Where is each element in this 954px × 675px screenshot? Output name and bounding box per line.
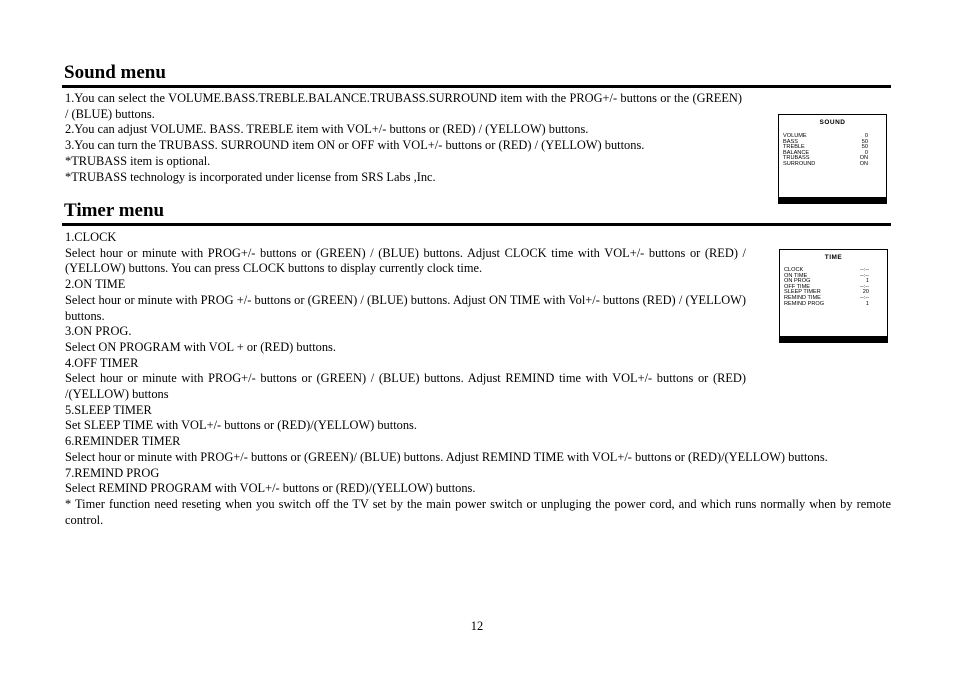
osd-label: CLOCK [784, 267, 804, 273]
timer-line-4: Select hour or minute with PROG +/- buttons or (GREEN) / (BLUE) buttons. Adjust ON TIME with Vol+/- buttons (RED) / (YELLOW) buttons. [65, 292, 746, 323]
timer-menu-heading: Timer menu [64, 200, 165, 221]
time-osd-title: TIME [824, 254, 843, 261]
osd-value: ON [859, 155, 868, 162]
time-osd-menu [779, 249, 888, 343]
osd-label: TREBLE [783, 144, 805, 151]
sound-line-1: 1.You can select the VOLUME.BASS.TREBLE.BALANCE.TRUBASS.SURROUND item with the PROG+/- buttons or the (GREEN) / (BLUE) buttons. [65, 91, 742, 121]
osd-label: BASS [783, 138, 798, 145]
page-number: 12 [470, 619, 484, 633]
timer-line-7: 4.OFF TIMER [65, 355, 139, 370]
timer-menu-divider [62, 223, 891, 226]
osd-label: SLEEP TIMER [784, 289, 821, 296]
osd-label: REMIND PROG [784, 300, 825, 307]
osd-value: 1 [865, 278, 869, 285]
sound-menu-divider [62, 85, 891, 88]
timer-menu-instructions [65, 230, 891, 528]
osd-value: --:-- [859, 283, 869, 290]
timer-line-6: Select ON PROGRAM with VOL + or (RED) buttons. [65, 339, 336, 354]
timer-line-13: 7.REMIND PROG [65, 465, 160, 480]
sound-osd-title: SOUND [819, 119, 846, 126]
timer-line-14: Select REMIND PROGRAM with VOL+/- buttons or (RED)/(YELLOW) buttons. [65, 481, 476, 496]
osd-value: --:-- [859, 272, 869, 279]
timer-line-5: 3.ON PROG. [65, 324, 132, 339]
timer-line-8: Select hour or minute with PROG+/- buttons or (GREEN) / (BLUE) buttons. Adjust REMIND time with VOL+/- buttons or (RED) /(YELLOW) buttons [65, 371, 746, 402]
osd-value: --:-- [859, 294, 869, 301]
osd-label: SURROUND [783, 160, 816, 167]
sound-line-3: 3.You can turn the TRUBASS. SURROUND item ON or OFF with VOL+/- buttons or (RED) / (YELLOW) buttons. [65, 138, 645, 153]
sound-line-4: *TRUBASS item is optional. [65, 153, 211, 168]
timer-line-11: 6.REMINDER TIMER [65, 434, 181, 449]
osd-value: 1 [865, 300, 869, 307]
osd-label: TRUBASS [783, 155, 810, 162]
osd-label: ON PROG [784, 278, 811, 285]
osd-label: REMIND TIME [784, 294, 821, 301]
osd-label: OFF TIME [784, 283, 810, 290]
timer-line-9: 5.SLEEP TIMER [65, 402, 152, 417]
osd-value: ON [859, 160, 868, 167]
osd-label: VOLUME [783, 133, 807, 139]
osd-value: 0 [864, 149, 868, 156]
timer-line-3: 2.ON TIME [65, 277, 126, 292]
osd-value: 50 [861, 144, 868, 151]
timer-line-12: Select hour or minute with PROG+/- buttons or (GREEN)/ (BLUE) buttons. Adjust REMIND TIME with VOL+/- buttons or (RED)/(YELLOW) buttons. [65, 449, 828, 464]
osd-value: 20 [862, 289, 869, 296]
sound-osd-row [783, 162, 882, 168]
sound-osd-menu [778, 114, 887, 204]
time-osd-row [784, 302, 883, 308]
sound-osd-footer-bar [779, 197, 886, 203]
osd-label: ON TIME [784, 272, 808, 279]
timer-line-15: * Timer function need reseting when you switch off the TV set by the main power switch or unpluging the power cord, and which runs normally when by remote control. [65, 496, 891, 527]
osd-value: --:-- [859, 267, 869, 273]
sound-line-5: *TRUBASS technology is incorporated under license from SRS Labs ,Inc. [65, 169, 436, 184]
sound-menu-instructions [65, 91, 742, 185]
sound-line-2: 2.You can adjust VOLUME. BASS. TREBLE item with VOL+/- buttons or (RED) / (YELLOW) buttons. [65, 122, 589, 137]
osd-label: BALANCE [783, 149, 810, 156]
osd-value: 0 [864, 133, 868, 139]
osd-value: 50 [861, 138, 868, 145]
timer-line-10: Set SLEEP TIME with VOL+/- buttons or (RED)/(YELLOW) buttons. [65, 418, 417, 433]
time-osd-footer-bar [780, 336, 887, 342]
timer-line-2: Select hour or minute with PROG+/- buttons or (GREEN) / (BLUE) buttons. Adjust CLOCK time with VOL+/- buttons or (RED) / (YELLOW) buttons. You can press CLOCK buttons to display currently clock time. [65, 245, 746, 276]
timer-line-1: 1.CLOCK [65, 230, 117, 244]
sound-menu-heading: Sound menu [64, 62, 166, 83]
